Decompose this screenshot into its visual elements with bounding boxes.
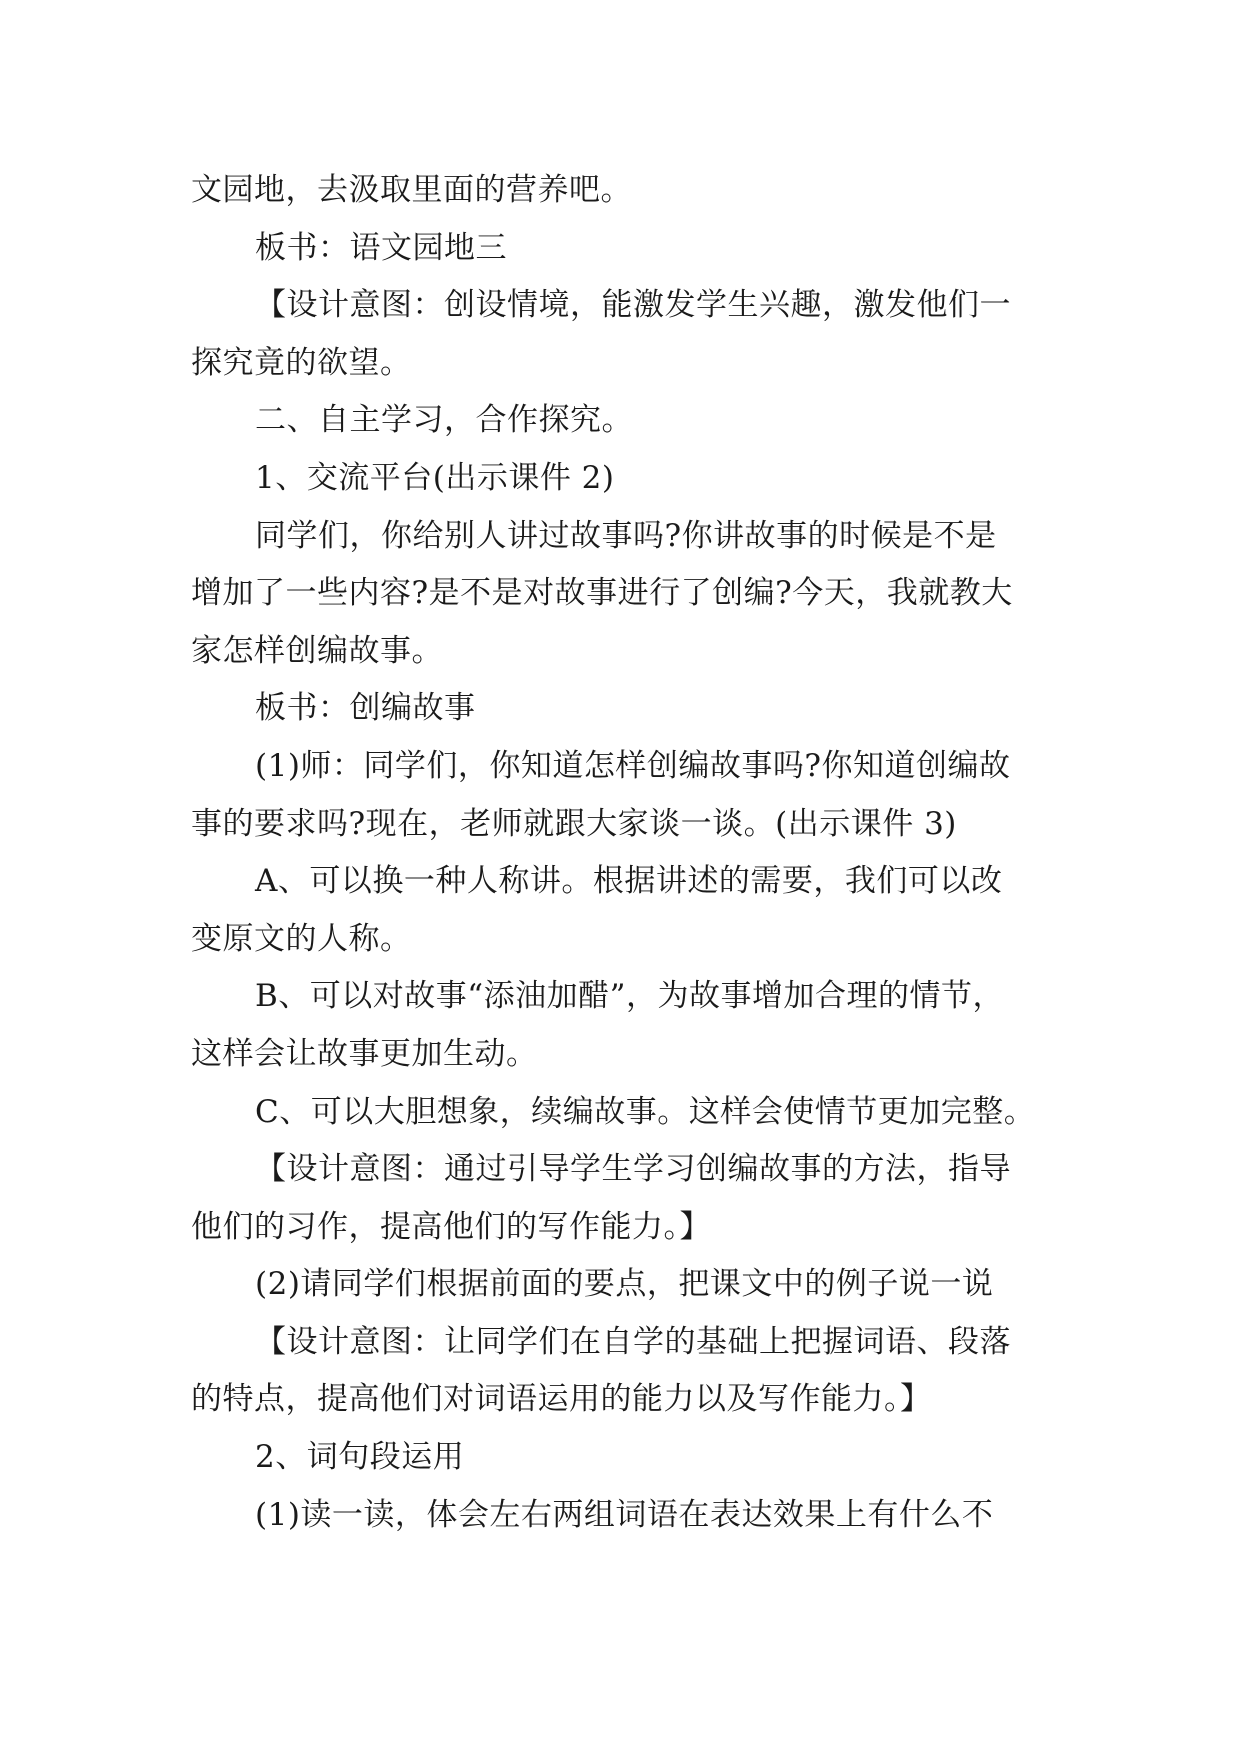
- text-line: 变原文的人称。: [191, 920, 412, 957]
- text-line: 这样会让故事更加生动。: [191, 1035, 538, 1072]
- text-line: 家怎样创编故事。: [191, 632, 443, 669]
- text-line: 1、交流平台(出示课件 2): [255, 459, 615, 496]
- document-body: [191, 162, 1061, 1544]
- text-line: (2)请同学们根据前面的要点，把课文中的例子说一说: [255, 1266, 994, 1303]
- text-line: 【设计意图：创设情境，能激发学生兴趣，激发他们一: [255, 287, 1011, 324]
- text-line: 增加了一些内容?是不是对故事进行了创编?今天，我就教大: [191, 575, 1013, 612]
- text-line: B、可以对故事“添油加醋”，为故事增加合理的情节，: [255, 978, 1004, 1015]
- text-line: 文园地，去汲取里面的营养吧。: [191, 172, 632, 208]
- text-line: 板书：创编故事: [255, 690, 476, 727]
- text-line: 他们的习作，提高他们的写作能力。】: [191, 1208, 711, 1245]
- text-line: 【设计意图：通过引导学生学习创编故事的方法，指导: [255, 1151, 1011, 1188]
- text-line: (1)师：同学们，你知道怎样创编故事吗?你知道创编故: [255, 747, 1011, 784]
- text-line: 事的要求吗?现在，老师就跟大家谈一谈。(出示课件 3): [191, 805, 957, 842]
- text-line: 的特点，提高他们对词语运用的能力以及写作能力。】: [191, 1381, 932, 1418]
- text-line: 二、自主学习，合作探究。: [255, 402, 633, 439]
- text-line: 【设计意图：让同学们在自学的基础上把握词语、段落: [255, 1323, 1011, 1360]
- text-line: 同学们，你给别人讲过故事吗?你讲故事的时候是不是: [255, 517, 997, 554]
- text-line: A、可以换一种人称讲。根据讲述的需要，我们可以改: [255, 863, 1003, 900]
- text-line: C、可以大胆想象，续编故事。这样会使情节更加完整。: [255, 1093, 1036, 1130]
- text-line: 板书：语文园地三: [255, 229, 507, 266]
- text-line: (1)读一读，体会左右两组词语在表达效果上有什么不: [255, 1496, 994, 1533]
- text-line: 探究竟的欲望。: [191, 344, 412, 381]
- text-line: 2、词句段运用: [255, 1439, 465, 1476]
